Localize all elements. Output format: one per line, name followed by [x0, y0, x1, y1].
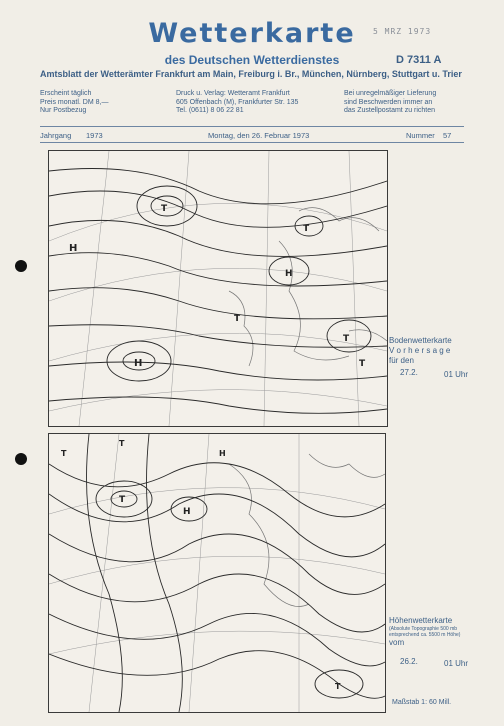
pressure-marker: T: [61, 449, 67, 458]
jahrgang-label: Jahrgang: [40, 131, 72, 140]
surface-map-time: 01 Uhr: [444, 370, 469, 379]
caption-note: entsprechend ca. 5500 m Höhe): [389, 632, 461, 638]
info-line: das Zustellpostamt zu richten: [344, 107, 436, 114]
received-stamp: 5 MRZ 1973: [373, 27, 432, 36]
surface-map-date: 27.2.: [400, 368, 418, 377]
caption-subtitle: V o r h e r s a g e: [389, 346, 451, 355]
issue-date: Montag, den 26. Februar 1973: [208, 131, 310, 140]
info-line: Erscheint täglich: [40, 90, 92, 97]
info-line: Preis monatl. DM 8,—: [40, 98, 109, 106]
caption-note: (Absolute Topographie 500 mb: [389, 626, 458, 632]
surface-map-caption: [389, 336, 503, 366]
coastlines: [229, 454, 385, 607]
newspaper-title: Wetterkarte: [148, 18, 356, 49]
upper-air-map-time: 01 Uhr: [444, 659, 469, 668]
graticule: [49, 151, 387, 426]
map-scale: Maßstab 1: 60 Mill.: [392, 699, 452, 706]
pressure-marker: T: [119, 495, 126, 505]
publisher-info: [176, 90, 298, 116]
pressure-marker: T: [303, 224, 310, 234]
subscription-info: [40, 90, 108, 116]
info-line: Tel. (0611) 8 06 22 81: [176, 107, 244, 114]
info-line: Nur Postbezug: [40, 107, 87, 114]
pressure-marker: H: [183, 507, 191, 517]
pressure-marker: T: [335, 682, 341, 691]
info-line: sind Beschwerden immer an: [344, 98, 433, 106]
nummer-label: Nummer: [406, 131, 435, 140]
newspaper-subtitle: des Deutschen Wetterdienstes: [164, 53, 340, 67]
pressure-marker: H: [285, 269, 293, 279]
header-rule-bottom: [40, 142, 464, 143]
caption-title: Höhenwetterkarte: [389, 616, 453, 625]
pressure-marker: T: [343, 334, 350, 344]
punch-hole: [15, 260, 27, 272]
surface-map-drawing: [49, 151, 387, 426]
delivery-info: [344, 90, 436, 116]
pressure-marker: T: [359, 359, 366, 369]
header-rule-top: [40, 126, 464, 127]
upper-air-map-date: 26.2.: [400, 657, 418, 666]
jahrgang-value: 1973: [86, 131, 103, 140]
upper-air-map-drawing: [49, 434, 385, 712]
amtsblatt-line: Amtsblatt der Wetterämter Frankfurt am Main, Freiburg i. Br., München, Nürnberg, Stuttgart u. Trier: [40, 69, 462, 79]
upper-air-map: [48, 433, 386, 713]
publication-code: D 7311 A: [396, 54, 442, 66]
pressure-marker: T: [234, 314, 241, 324]
punch-hole: [15, 453, 27, 465]
pressure-marker: H: [134, 358, 143, 369]
caption-line: für den: [389, 356, 414, 365]
surface-weather-map: [48, 150, 388, 427]
isobars: [49, 169, 387, 414]
pressure-marker: T: [161, 204, 168, 214]
nummer-value: 57: [443, 131, 452, 140]
info-line: Druck u. Verlag: Wetteramt Frankfurt: [176, 90, 290, 97]
caption-line: vom: [389, 638, 405, 647]
pressure-marker: T: [119, 439, 125, 448]
pressure-marker: H: [69, 243, 78, 254]
upper-air-map-caption: [389, 616, 503, 648]
info-line: 605 Offenbach (M), Frankfurter Str. 135: [176, 98, 299, 106]
caption-title: Bodenwetterkarte: [389, 336, 452, 345]
contour-lines: [49, 434, 385, 712]
info-line: Bei unregelmäßiger Lieferung: [344, 90, 437, 97]
pressure-marker: H: [219, 449, 226, 458]
